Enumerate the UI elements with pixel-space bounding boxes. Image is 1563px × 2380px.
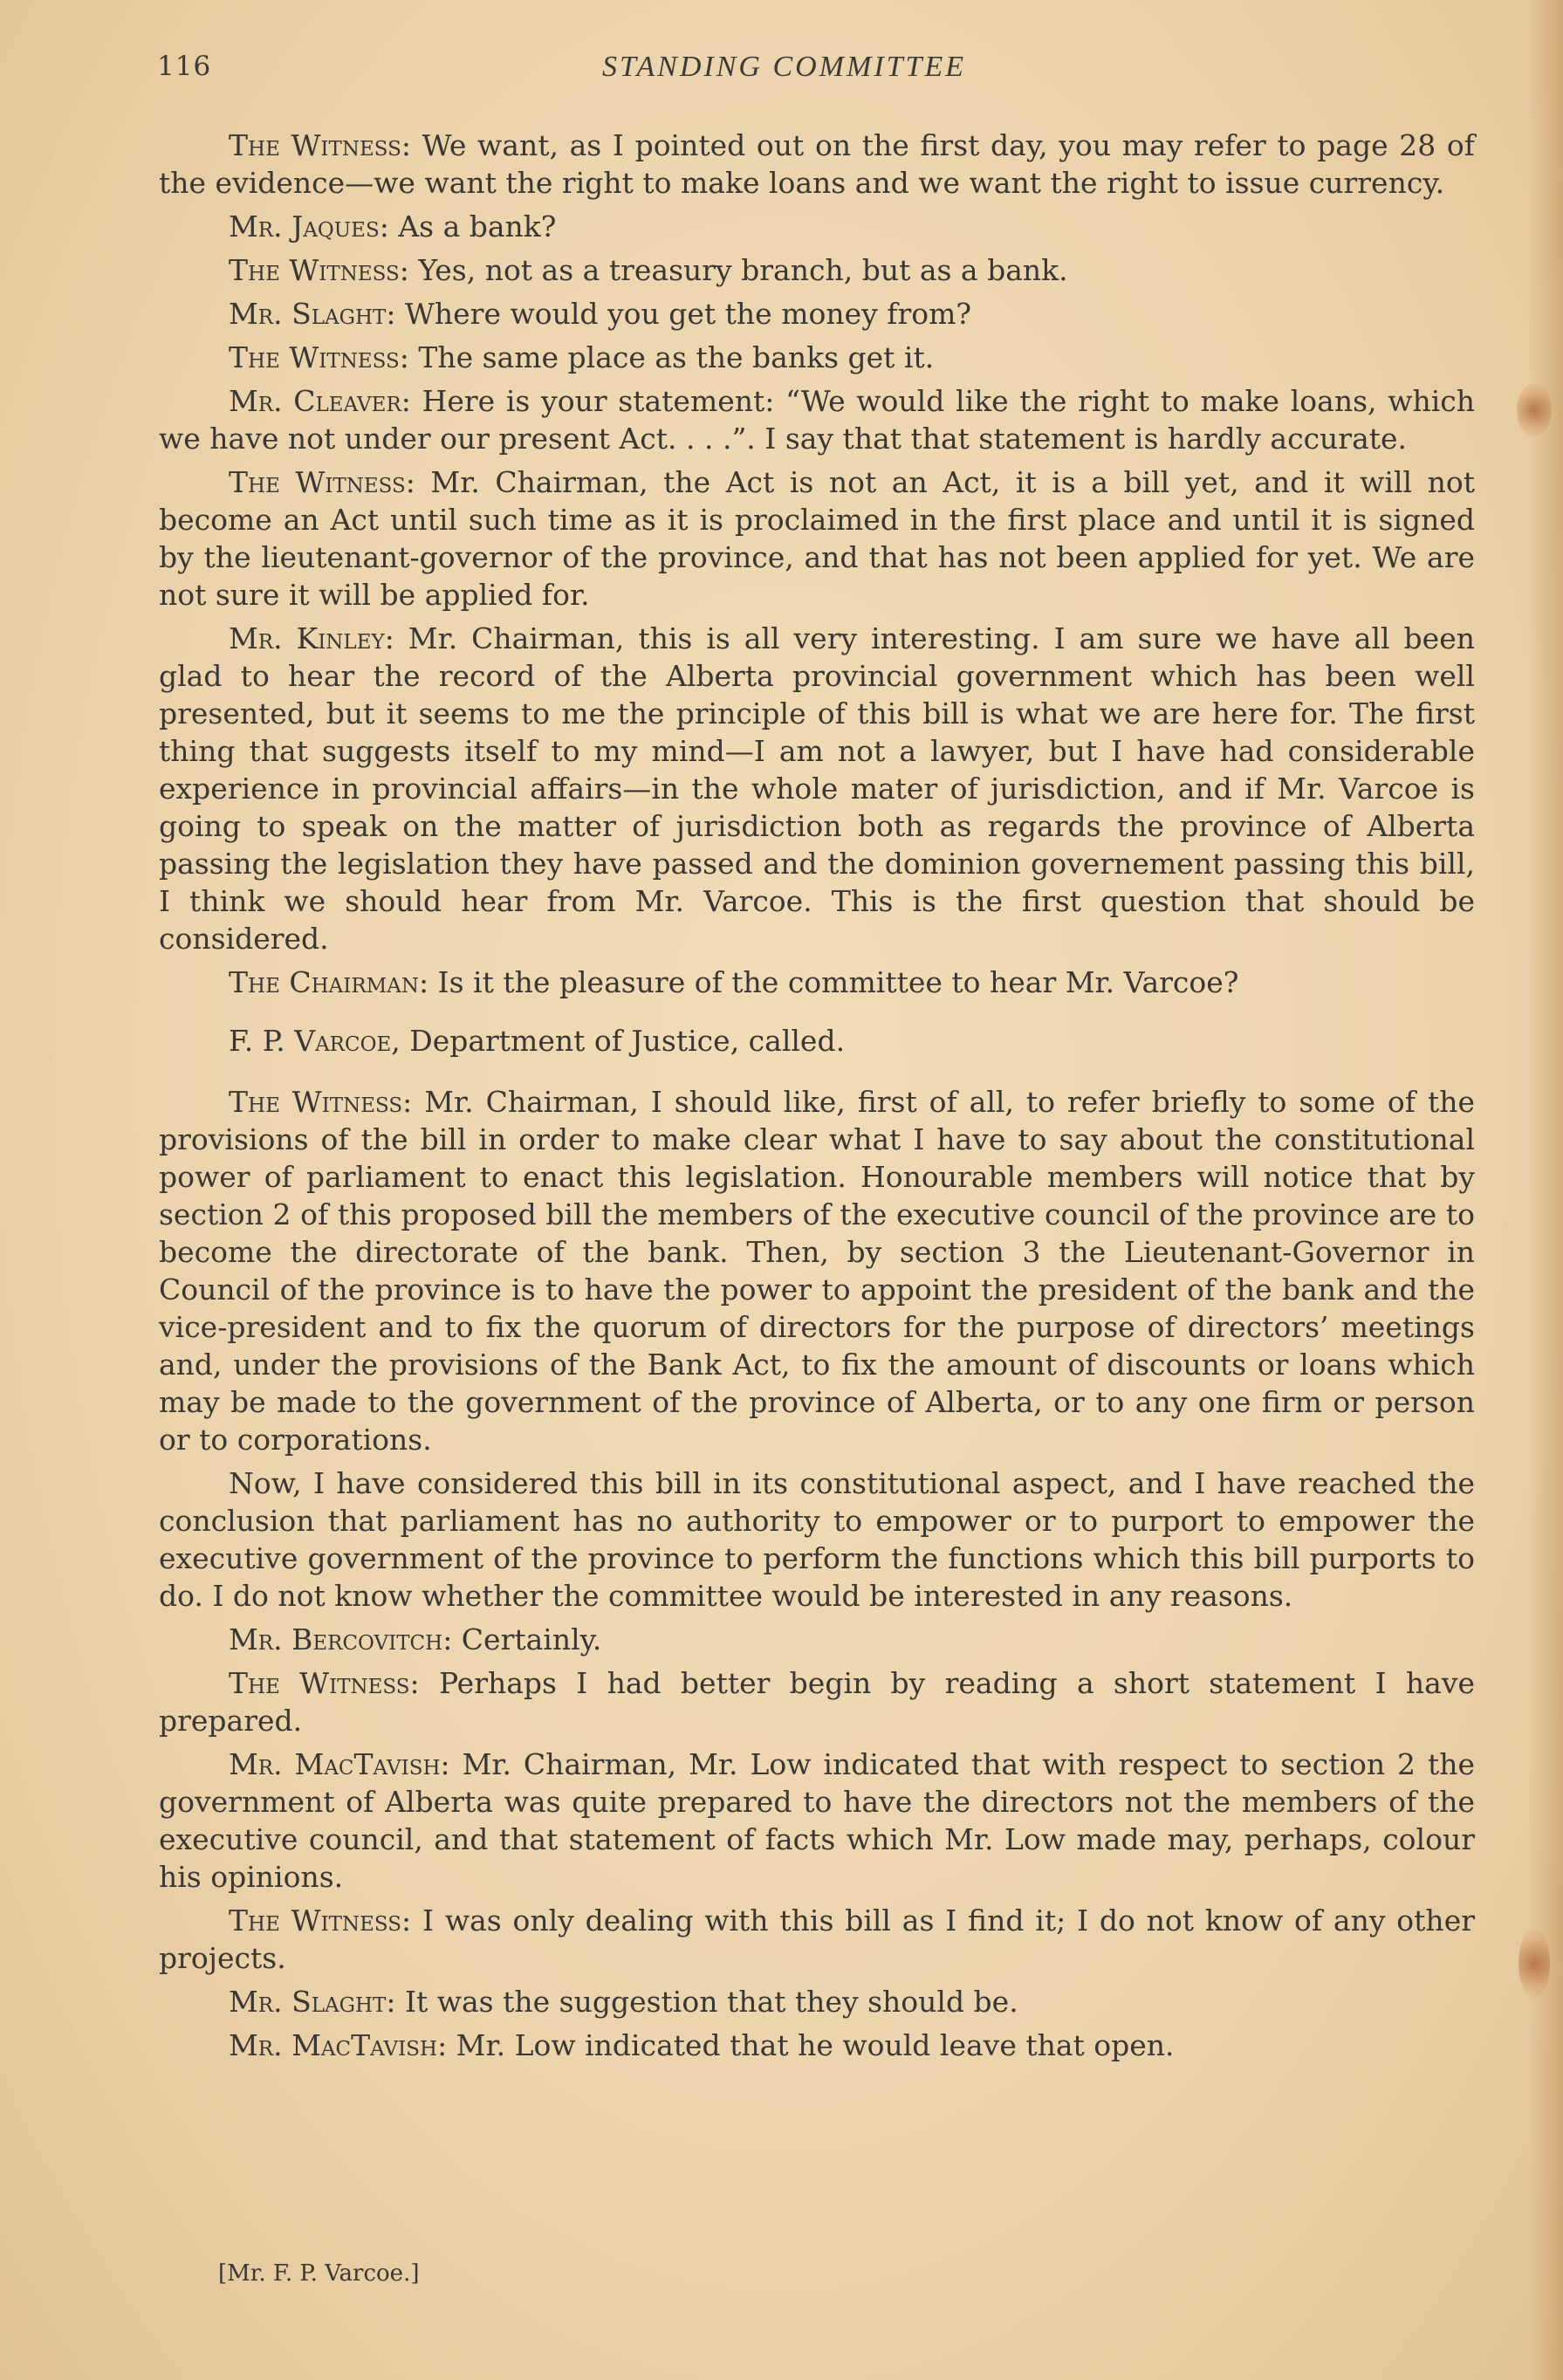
paragraph-text: : It was the suggestion that they should be. xyxy=(386,1985,1018,2019)
paragraph-text: : Mr. Chairman, this is all very interesting. I am sure we have all been glad to hear the record of the Alberta provincial government which has been well presented, but it seems to me the principle of this bill is what we are here for. The first thing that suggests itself to my mind—I am not a lawyer, but I have had considerable experience in provincial affairs—in the whole mater of jurisdiction, and if Mr. Varcoe is going to speak on the matter of jurisdiction both as regards the province of Alberta passing the legislation they have passed and the dominion governement passing this bill, I think we should hear from Mr. Varcoe. This is the first question that should be considered. xyxy=(159,621,1475,956)
transcript-paragraph xyxy=(159,1464,1475,1615)
speaker-name: The Witness xyxy=(229,465,406,499)
speaker-name: The Witness xyxy=(229,1666,410,1700)
paragraph-text: : Mr. Chairman, I should like, first of all, to refer briefly to some of the provisions of the bill in order to make clear what I have to say about the constitutional power of parliament to enact this legislation. Honourable members will notice that by section 2 of this proposed bill the members of the executive council of the province are to become the directorate of the bank. Then, by section 3 the Lieutenant-Governor in Council of the province is to have the power to appoint the president of the bank and the vice-president and to fix the quorum of directors for the purpose of directors’ meetings and, under the provisions of the Bank Act, to fix the amount of discounts or loans which may be made to the government of the province of Alberta, or to any one firm or person or to corporations. xyxy=(159,1085,1475,1457)
speaker-footer: [Mr. F. P. Varcoe.] xyxy=(218,2260,420,2287)
paragraph-text: : We want, as I pointed out on the first day, you may refer to page 28 of the evidence—we want the right to make loans and we want the right to issue currency. xyxy=(159,128,1475,200)
speaker-name: Mr. Bercovitch xyxy=(229,1622,443,1656)
paragraph-text: : Is it the pleasure of the committee to hear Mr. Varcoe? xyxy=(418,965,1239,999)
paragraph-text: : Here is your statement: “We would like the right to make loans, which we have not under our present Act. . . .”. I say that that statement is hardly accurate. xyxy=(159,384,1475,456)
paragraph-text: Now, I have considered this bill in its constitutional aspect, and I have reached the conclusion that parliament has no authority to empower or to purport to empower the executive government of the province to perform the functions which this bill purports to do. I do not know whether the committee would be interested in any reasons. xyxy=(159,1466,1475,1613)
speaker-name: The Witness xyxy=(229,253,400,287)
speaker-name: The Witness xyxy=(229,340,400,374)
paragraph-text: : Perhaps I had better begin by reading a short statement I have prepared. xyxy=(159,1666,1476,1738)
transcript-paragraph xyxy=(159,1902,1475,1977)
transcript-paragraph xyxy=(159,1621,1475,1658)
transcript-paragraph xyxy=(159,1983,1475,2020)
paragraph-text: : As a bank? xyxy=(379,209,557,243)
paragraph-text: : Where would you get the money from? xyxy=(386,297,972,331)
transcript-paragraph xyxy=(159,382,1475,457)
speaker-name: Mr. MacTavish xyxy=(229,2028,438,2062)
page-edge-shading xyxy=(1528,0,1563,2380)
transcript-paragraph xyxy=(159,127,1475,202)
witness-called-line xyxy=(159,1022,1475,1060)
speaker-name: Mr. Kinley xyxy=(229,621,385,655)
witness-name: Varcoe xyxy=(294,1024,392,1058)
transcript-paragraph xyxy=(159,1083,1475,1458)
speaker-name: The Witness xyxy=(229,128,401,162)
transcript-paragraph xyxy=(159,463,1475,614)
transcript-paragraph xyxy=(159,251,1475,289)
speaker-name: The Witness xyxy=(229,1085,403,1119)
witness-initials: F. P. xyxy=(229,1024,295,1058)
margin-stain-upper xyxy=(1517,384,1552,436)
speaker-name: Mr. Jaques xyxy=(229,209,380,243)
transcript-paragraph xyxy=(159,2027,1475,2064)
transcript-body xyxy=(159,127,1475,2070)
paragraph-text: : Mr. Low indicated that he would leave that open. xyxy=(437,2028,1175,2062)
paragraph-text: : The same place as the banks get it. xyxy=(399,340,935,374)
transcript-paragraph xyxy=(159,620,1475,957)
paragraph-text: : Certainly. xyxy=(442,1622,602,1656)
paragraph-text: : I was only dealing with this bill as I find it; I do not know of any other projects. xyxy=(159,1903,1475,1975)
witness-called-text: , Department of Justice, called. xyxy=(391,1024,846,1058)
speaker-name: Mr. Slaght xyxy=(229,297,387,331)
paragraph-text: : Mr. Chairman, the Act is not an Act, it is a bill yet, and it will not become an Act until such time as it is proclaimed in the first place and until it is signed by the lieutenant-governor of the province, and that has not been applied for yet. We are not sure it will be applied for. xyxy=(159,465,1475,612)
transcript-paragraph xyxy=(159,339,1475,376)
transcript-paragraph xyxy=(159,1746,1475,1896)
paragraph-text: : Mr. Chairman, Mr. Low indicated that with respect to section 2 the government of Alberta was quite prepared to have the directors not the members of the executive council, and that statement of facts which Mr. Low made may, perhaps, colour his opinions. xyxy=(159,1747,1475,1894)
page-number: 116 xyxy=(157,51,212,82)
transcript-paragraph xyxy=(159,295,1475,333)
speaker-name: Mr. Slaght xyxy=(229,1985,387,2019)
transcript-paragraph xyxy=(159,1664,1475,1739)
paragraph-text: : Yes, not as a treasury branch, but as a bank. xyxy=(399,253,1068,287)
speaker-name: The Witness xyxy=(229,1903,402,1938)
page-title: STANDING COMMITTEE xyxy=(602,51,966,83)
speaker-name: Mr. Cleaver xyxy=(229,384,401,418)
speaker-name: The Chairman xyxy=(229,965,419,999)
speaker-name: Mr. MacTavish xyxy=(229,1747,441,1781)
running-header xyxy=(157,51,1484,94)
transcript-paragraph xyxy=(159,208,1475,245)
transcript-paragraph xyxy=(159,964,1475,1001)
margin-stain-lower xyxy=(1518,1929,1550,1999)
